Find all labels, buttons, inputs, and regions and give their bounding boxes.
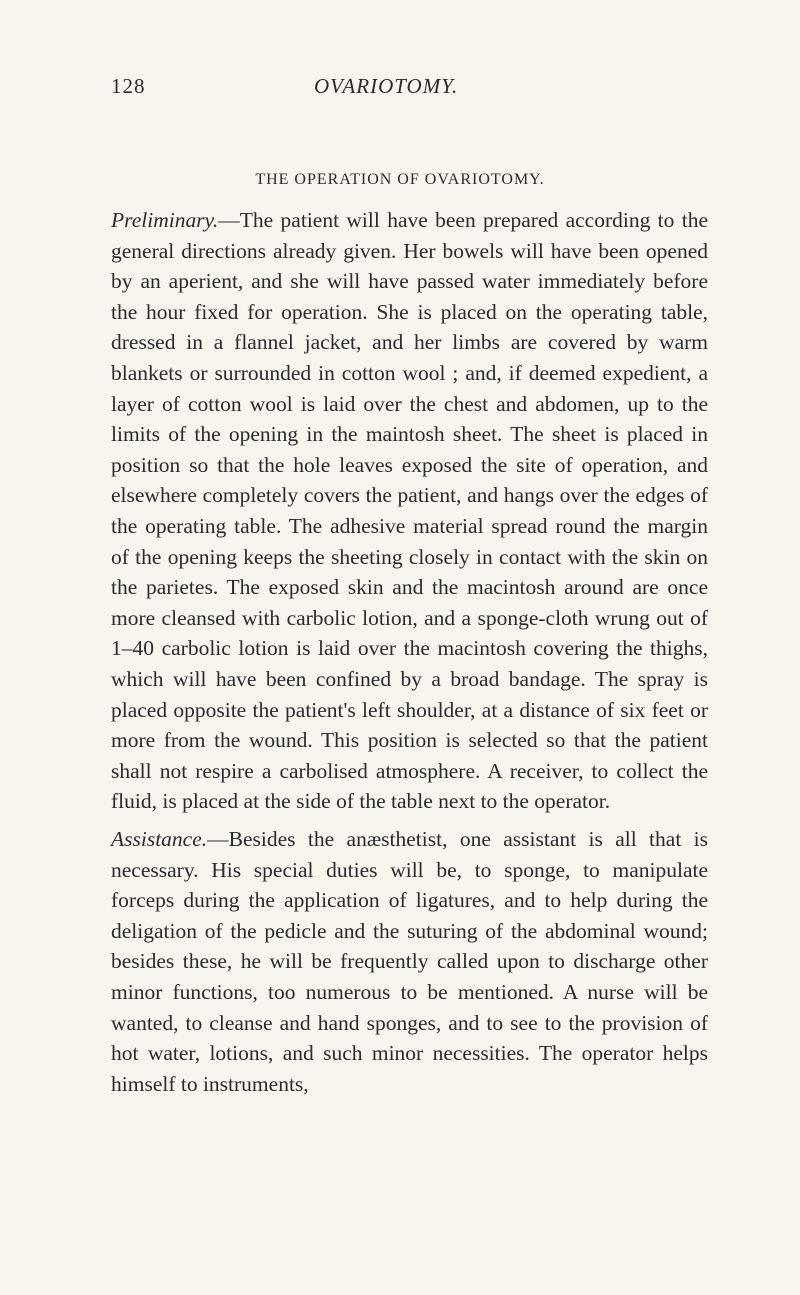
running-head: [111, 74, 711, 104]
paragraph-assistance: [111, 824, 708, 1099]
section-heading: THE OPERATION OF OVARIOTOMY.: [255, 171, 545, 188]
page-number: 128: [111, 74, 146, 98]
paragraph-text-preliminary: —The patient will have been prepared according to the general directions already given. Her bowels will have been opened by an aperient, and she will have passed water immediately before the hour fixed for operation. She is placed on the operating table, dressed in a flannel jacket, and her limbs are covered by warm blankets or surrounded in cotton wool ; and, if deemed expedient, a layer of cotton wool is laid over the chest and abdomen, up to the limits of the opening in the maintosh sheet. The sheet is placed in position so that the hole leaves exposed the site of operation, and elsewhere completely covers the patient, and hangs over the edges of the operating table. The adhesive material spread round the margin of the opening keeps the sheeting closely in contact with the skin on the parietes. The exposed skin and the macintosh around are once more cleansed with carbolic lotion, and a sponge-cloth wrung out of 1–40 carbolic lotion is laid over the macintosh covering the thighs, which will have been confined by a broad bandage. The spray is placed opposite the patient's left shoulder, at a distance of six feet or more from the wound. This position is selected so that the patient shall not respire a carbolised atmosphere. A receiver, to collect the fluid, is placed at the side of the table next to the operator.: [111, 208, 708, 814]
paragraph-text-assistance: —Besides the anæsthetist, one assistant is all that is necessary. His special duties will be, to sponge, to manipulate forceps during the application of ligatures, and to help during the deligation of the pedicle and the suturing of the abdominal wound; besides these, he will be frequently called upon to discharge other minor functions, too numerous to be mentioned. A nurse will be wanted, to cleanse and hand sponges, and to see to the provision of hot water, lotions, and such minor necessities. The operator helps himself to instruments,: [111, 827, 708, 1096]
paragraph-lead-preliminary: Preliminary.: [111, 208, 219, 232]
paragraph-preliminary: [111, 205, 708, 817]
paragraph-lead-assistance: Assistance.: [111, 827, 208, 851]
running-title: OVARIOTOMY.: [314, 74, 459, 98]
